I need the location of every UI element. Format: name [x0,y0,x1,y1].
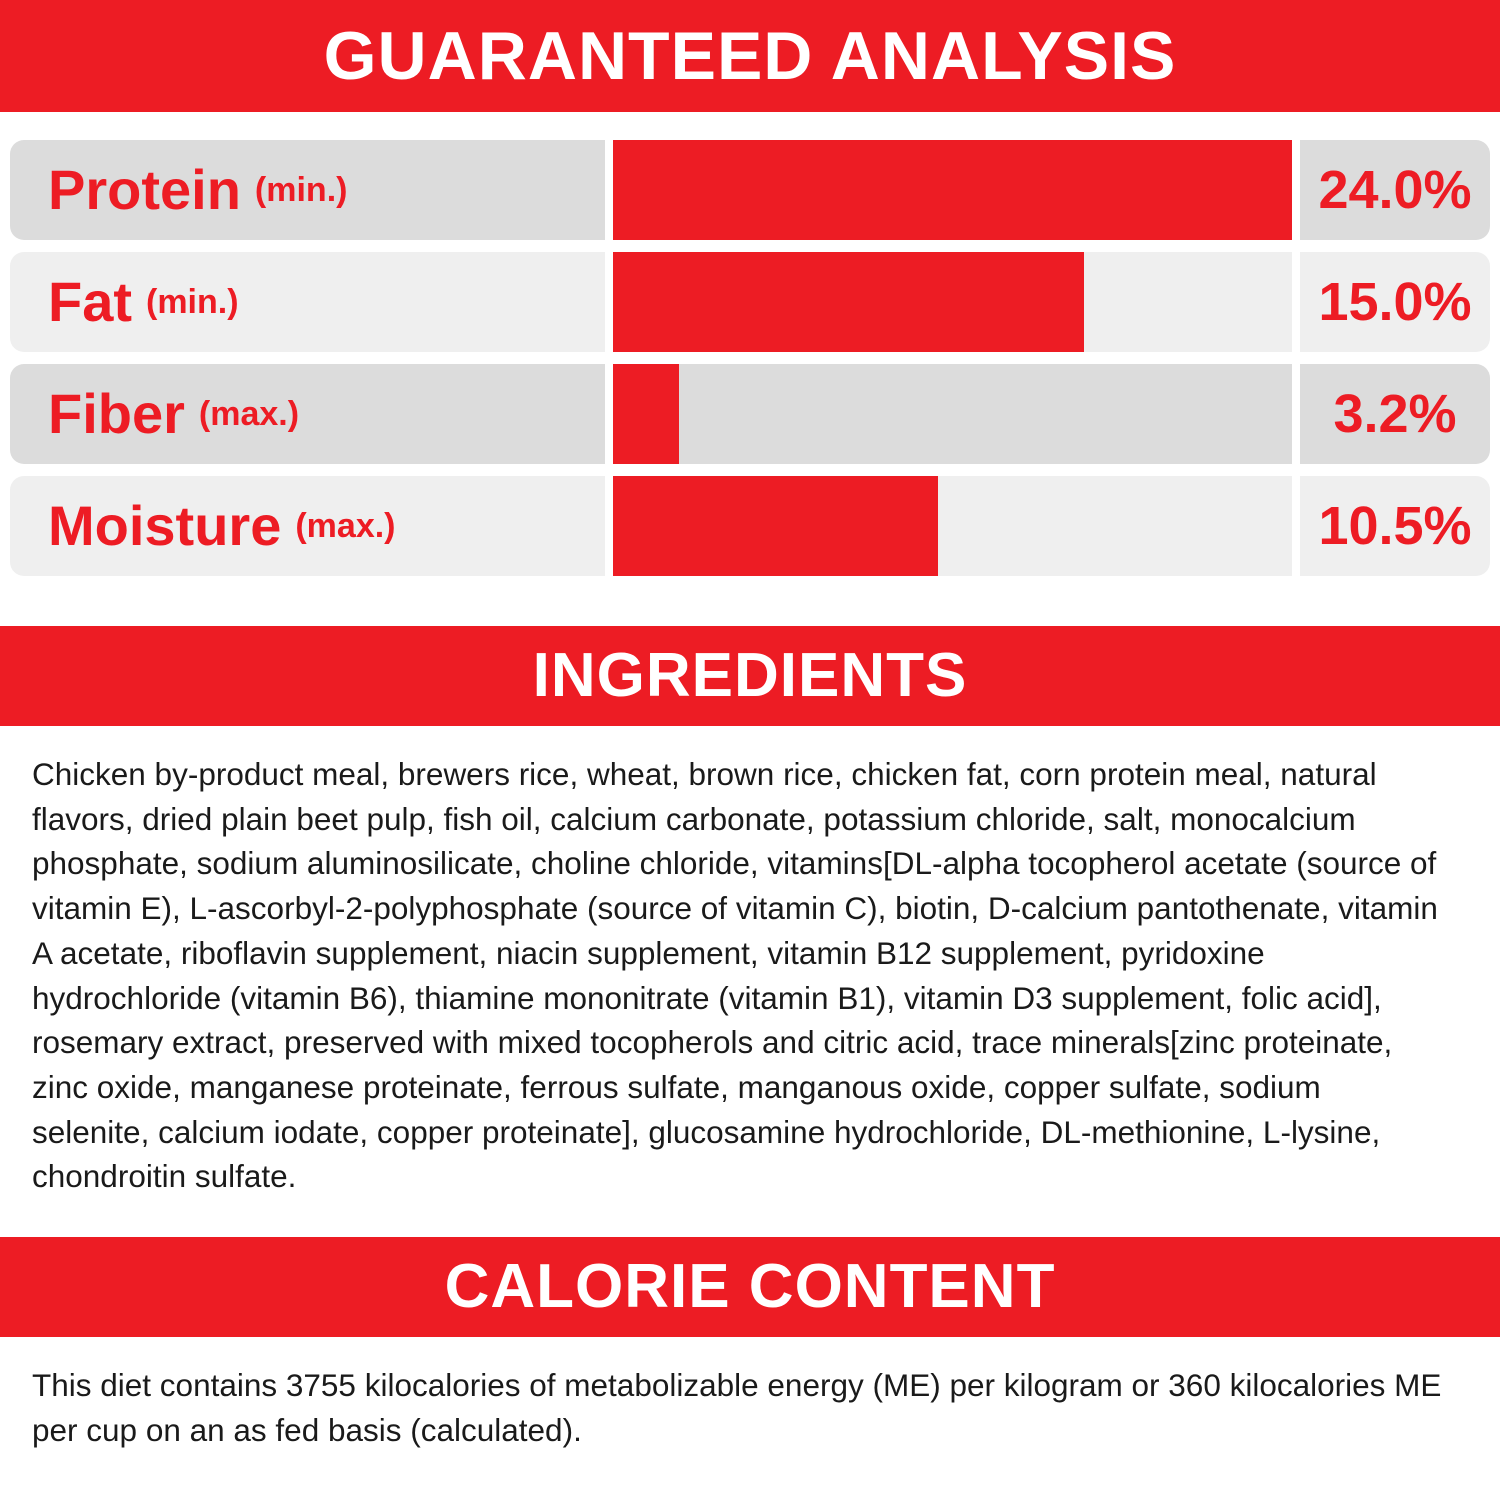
bar-fill-protein [613,140,1292,240]
nutrient-name: Fiber [48,382,185,445]
nutrient-value-moisture: 10.5% [1300,476,1490,576]
nutrient-value-protein: 24.0% [1300,140,1490,240]
nutrient-label-fiber [10,364,605,464]
nutrient-name: Fat [48,270,132,333]
ingredients-header: INGREDIENTS [0,626,1500,726]
nutrient-name: Moisture [48,494,282,557]
bar-track-fat [613,252,1292,352]
ingredients-text: Chicken by-product meal, brewers rice, wheat, brown rice, chicken fat, corn protein meal, natural flavors, dried plain beet pulp, fish oil, calcium carbonate, potassium chloride, salt, monocalcium phosphate, sodium aluminosilicate, choline chloride, vitamins[DL-alpha tocopherol acetate (source of vitamin E), L-ascorbyl-2-polyphosphate (source of vitamin C), biotin, D-calcium pantothenate, vitamin A acetate, riboflavin supplement, niacin supplement, vitamin B12 supplement, pyridoxine hydrochloride (vitamin B6), thiamine mononitrate (vitamin B1), vitamin D3 supplement, folic acid], rosemary extract, preserved with mixed tocopherols and citric acid, trace minerals[zinc proteinate, zinc oxide, manganese proteinate, ferrous sulfate, manganous oxide, copper sulfate, sodium selenite, calcium iodate, copper proteinate], glucosamine hydrochloride, DL-methionine, L-lysine, chondroitin sulfate. [32,756,1438,1195]
nutrient-name: Protein [48,158,241,221]
nutrient-qualifier: (max.) [198,395,300,433]
bar-fill-moisture [613,476,938,576]
nutrient-qualifier: (min.) [146,283,239,321]
bar-track-moisture [613,476,1292,576]
table-row [10,364,1490,464]
section-spacer [0,604,1500,626]
nutrient-label-moisture [10,476,605,576]
nutrient-label-fat [10,252,605,352]
bar-fill-fiber [613,364,679,464]
bar-track-protein [613,140,1292,240]
nutrient-qualifier: (max.) [295,507,396,545]
table-row [10,252,1490,352]
calorie-content-text: This diet contains 3755 kilocalories of metabolizable energy (ME) per kilogram or 360 kilocalories ME per cup on an as fed basis (calculated). [32,1367,1442,1448]
table-row [10,476,1490,576]
nutrient-value-fat: 15.0% [1300,252,1490,352]
nutrient-qualifier: (min.) [254,171,348,209]
table-row [10,140,1490,240]
calorie-content-header: CALORIE CONTENT [0,1237,1500,1337]
nutrient-label-protein [10,140,605,240]
nutrient-value-fiber: 3.2% [1300,364,1490,464]
section-spacer [0,1227,1500,1237]
bar-fill-fat [613,252,1084,352]
guaranteed-analysis-header: GUARANTEED ANALYSIS [0,0,1500,112]
guaranteed-analysis-chart [0,112,1500,604]
bar-track-fiber [613,364,1292,464]
